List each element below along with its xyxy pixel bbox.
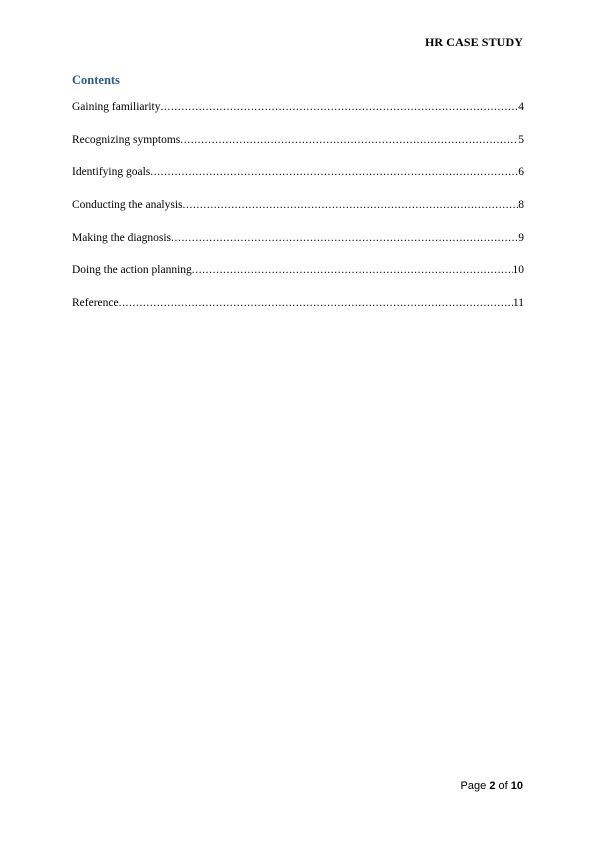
toc-entry-page: 8 — [518, 199, 524, 212]
toc-entry-label: Recognizing symptoms — [72, 133, 181, 146]
toc-entry-label: Identifying goals — [72, 166, 151, 179]
toc-entry-page: 11 — [512, 297, 524, 310]
dot-leader — [150, 166, 518, 178]
toc-entry-label: Doing the action planning — [72, 264, 192, 277]
toc-heading: Contents — [72, 73, 120, 87]
toc-entry-page: 9 — [518, 231, 524, 244]
dot-leader — [119, 297, 513, 309]
toc-entry-conducting-the-analysis[interactable] — [72, 199, 524, 215]
toc-entry-page: 5 — [518, 133, 524, 146]
toc-entry-label: Making the diagnosis — [72, 231, 172, 244]
dot-leader — [160, 101, 518, 113]
toc-entry-identifying-goals[interactable] — [72, 166, 524, 182]
footer-total-pages: 10 — [510, 780, 523, 792]
footer-current-page: 2 — [489, 780, 496, 792]
toc-entry-label: Gaining familiarity — [72, 101, 161, 113]
page-number-footer — [461, 780, 523, 792]
dot-leader — [183, 199, 519, 211]
dot-leader — [171, 232, 518, 244]
toc-entry-label: Reference — [72, 297, 119, 310]
toc-entry-doing-the-action-planning[interactable] — [72, 264, 524, 280]
dot-leader — [180, 134, 518, 146]
toc-entry-page: 6 — [518, 166, 524, 179]
table-of-contents — [72, 101, 524, 330]
footer-page-word: Page — [460, 780, 487, 792]
dot-leader — [192, 264, 513, 276]
toc-entry-page: 10 — [512, 264, 524, 277]
toc-entry-label: Conducting the analysis — [72, 199, 183, 212]
toc-entry-gaining-familiarity[interactable] — [72, 101, 524, 117]
toc-entry-page: 4 — [518, 101, 524, 113]
toc-entry-reference[interactable] — [72, 297, 524, 313]
footer-of-word: of — [498, 780, 508, 792]
running-header: HR CASE STUDY — [425, 35, 523, 49]
toc-entry-recognizing-symptoms[interactable] — [72, 134, 524, 150]
toc-entry-making-the-diagnosis[interactable] — [72, 232, 524, 248]
